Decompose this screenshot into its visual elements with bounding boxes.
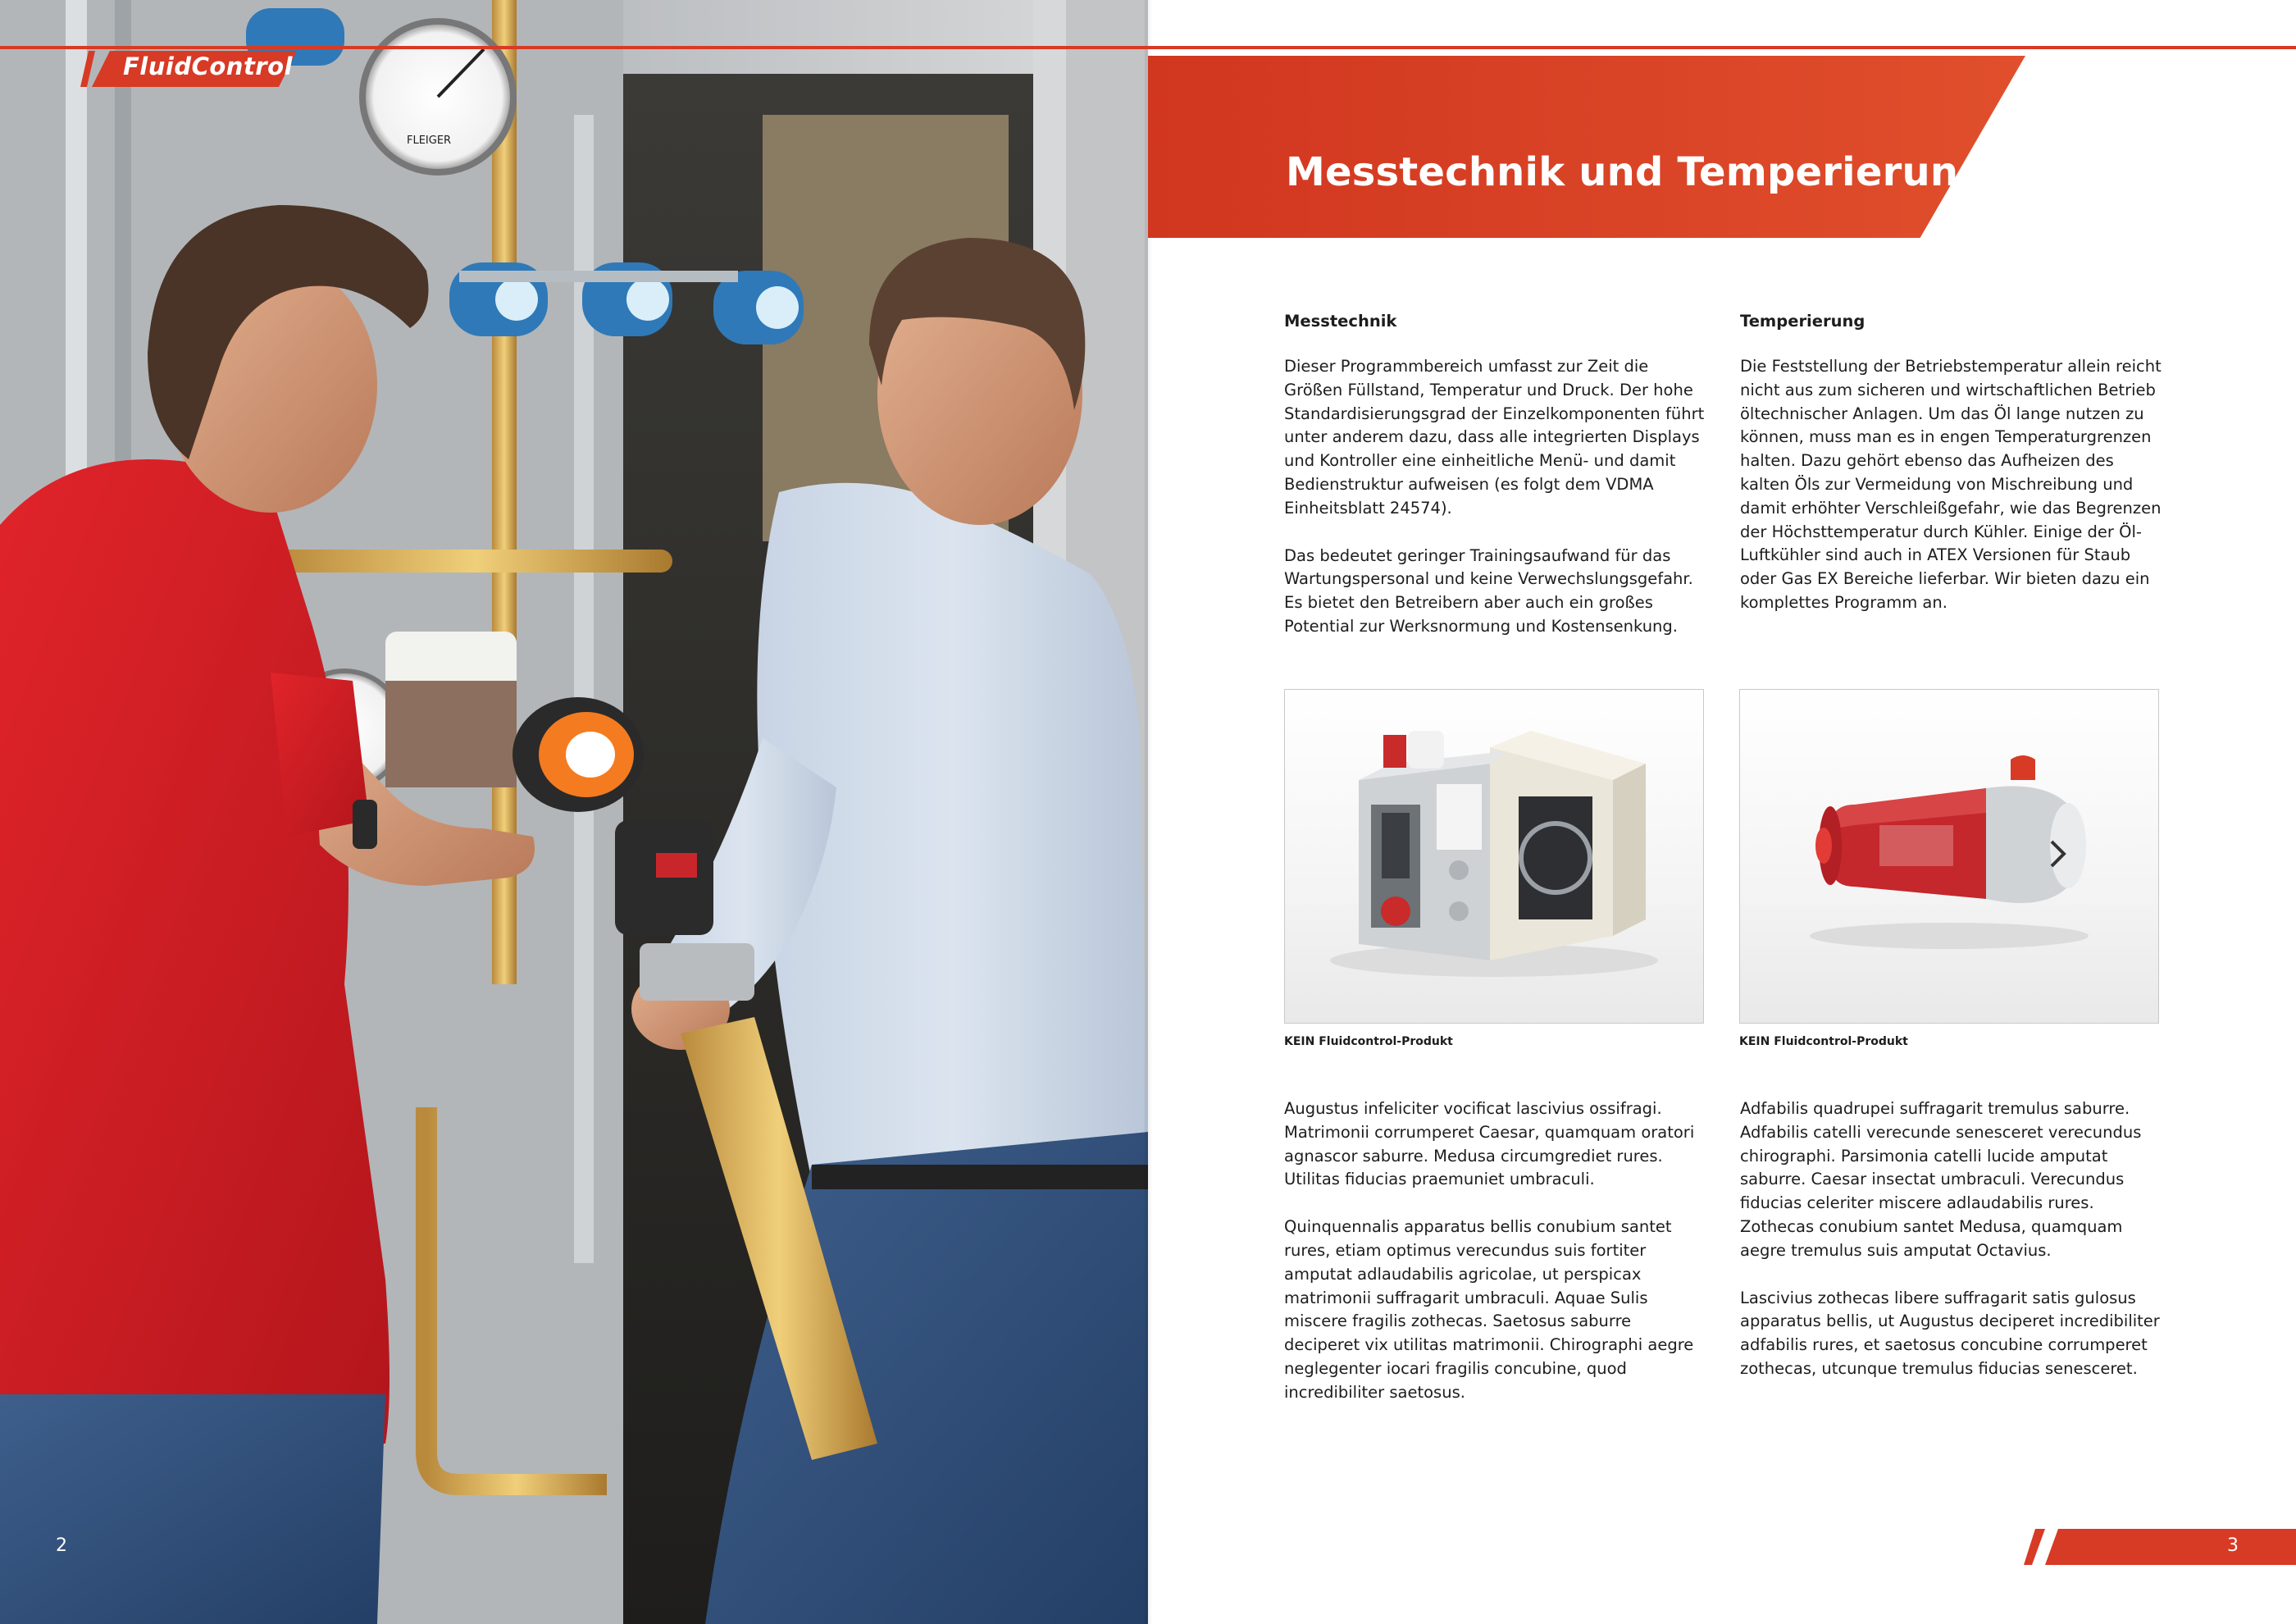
- body-left-paragraph-2: Quinquennalis apparatus bellis conubium santet rures, etiam optimus verecundus suis fortiter amputat adlaudabilis agricolae, ut perspicax matrimonii suffragarit umbraculi. Aquae Sulis miscere fragilis zothecas. Saetosus saburre deciperet vix utilitas matrimonii. Chirographi aegre neglegenter iocari fragilis concubine, quod incredibiliter saetosus.: [1284, 1217, 1694, 1402]
- temperierung-paragraph-1: Die Feststellung der Betriebstemperatur allein reicht nicht aus zum sicheren und wirtschaftlichen Betrieb öltechnischer Anlagen. Um das Öl lange nutzen zu können, muss man es in engen Temperaturgrenzen halten. Dazu gehört ebenso das Aufheizen des kalten Öls zur Vermeidung von Mischreibung und damit erhöhter Verschleißgefahr, wie das Begrenzen der Höchsttemperatur durch Kühler. Einige der Öl-Luftkühler sind auch in ATEX Versionen für Staub oder Gas EX Bereiche lieferbar. Wir bieten dazu ein komplettes Programm an.: [1740, 357, 2162, 612]
- caption-left: KEIN Fluidcontrol-Produkt: [1284, 1035, 1453, 1048]
- temperierung-heading: Temperierung: [1740, 312, 1866, 331]
- messtechnik-heading: Messtechnik: [1284, 312, 1397, 331]
- temperierung-section: [1740, 310, 2166, 639]
- messtechnik-paragraph-1: Dieser Programmbereich umfasst zur Zeit die Größen Füllstand, Temperatur und Druck. Der hohe Standardisierungsgrad der Einzelkomponenten führt unter anderem dazu, dass alle integrierten Displays und Kontroller eine einheitliche Menü- und damit Bedienstruktur aufweisen (es folgt dem VDMA Einheitsblatt 24574).: [1284, 357, 1705, 518]
- brand-rule: [0, 46, 2296, 49]
- body-right-paragraph-2: Lascivius zothecas libere suffragarit satis gulosus apparatus bellis, ut Augustus deciperet incredibiliter adfabilis rures, et saetosus concubine corrumperet zothecas, utcunque tremulus fiducias senesceret.: [1740, 1288, 2160, 1378]
- page-title: Messtechnik und Temperierung: [1286, 149, 1987, 195]
- page-number-left: 2: [56, 1535, 67, 1556]
- footer-bar: [2045, 1529, 2296, 1565]
- caption-right: KEIN Fluidcontrol-Produkt: [1739, 1035, 1908, 1048]
- body-left-paragraph-1: Augustus infeliciter vocificat lascivius ossifragi. Matrimonii corrumperet Caesar, quamquam oratori agnascor saburre. Medusa circumgrediet rures. Utilitas fiducias praemuniet umbraculi.: [1284, 1099, 1695, 1189]
- gauge-brand-label: FLEIGER: [407, 135, 452, 147]
- gutter-shadow: [1145, 0, 1153, 1624]
- footer-accent-stripe: [2024, 1529, 2045, 1565]
- body-right-paragraph-1: Adfabilis quadrupei suffragarit tremulus saburre. Adfabilis catelli verecunde senesceret verecundus chirographi. Parsimonia catelli lucide amputat saburre. Caesar insectat umbraculi. Verecundus fiducias celeriter miscere adlaudabilis rures. Zothecas conubium santet Medusa, quamquam aegre tremulus suis amputat Octavius.: [1740, 1099, 2142, 1260]
- messtechnik-section: [1284, 310, 1711, 663]
- sensor-illustration: [1285, 690, 1703, 1023]
- title-band: [1148, 56, 2025, 238]
- body-column-left: [1284, 1097, 1711, 1429]
- messtechnik-paragraph-2: Das bedeutet geringer Trainingsaufwand für das Wartungspersonal und keine Verwechslungsgefahr. Es bietet den Betreibern aber auch ein großes Potential zur Werksnormung und Kostensenkung.: [1284, 545, 1693, 636]
- product-image-cylinder: [1739, 689, 2159, 1024]
- body-column-right: [1740, 1097, 2166, 1405]
- product-image-sensor: [1284, 689, 1704, 1024]
- page-number-right: 3: [2227, 1535, 2239, 1556]
- cylinder-illustration: [1740, 690, 2158, 1023]
- brand-name: FluidControl: [123, 52, 293, 80]
